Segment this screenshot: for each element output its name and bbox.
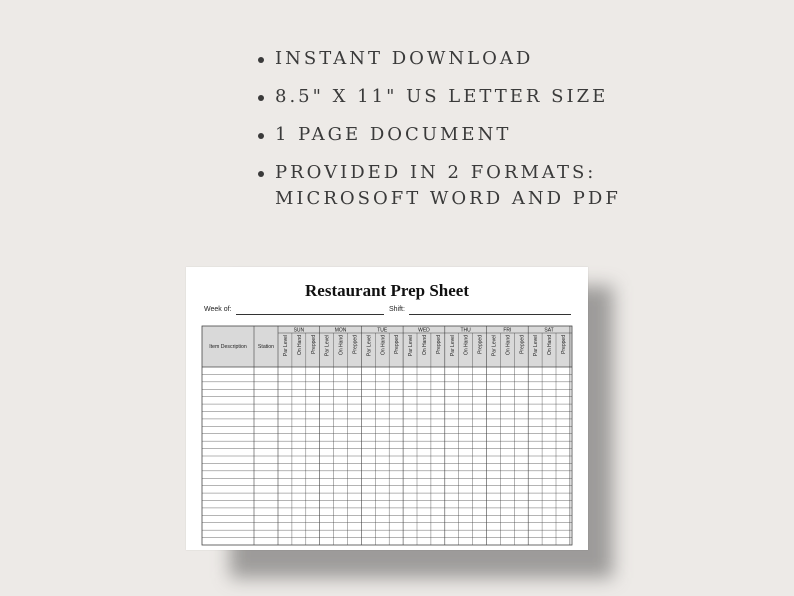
sheet-title: Restaurant Prep Sheet [305,281,469,300]
sub-column-header: On Hand [505,335,512,356]
sub-column-header: Par Level [408,335,415,357]
sub-column-header: Par Level [366,335,373,357]
sub-column-header: Prepped [352,335,359,354]
sub-column-header: Prepped [560,335,567,354]
sub-column-header: Par Level [449,335,456,357]
sub-column-header: Prepped [394,335,401,354]
sub-column-header: On Hand [421,335,428,356]
bullet-icon [258,95,264,101]
feature-text: PROVIDED IN 2 FORMATS: [275,162,597,183]
station-header: Station [257,344,275,350]
sub-column-header: On Hand [547,335,554,356]
day-header: TUE [377,327,388,334]
feature-text: 8.5" X 11" US LETTER SIZE [275,86,609,107]
sub-column-header: Prepped [435,335,442,354]
feature-text: 1 PAGE DOCUMENT [275,124,512,145]
sub-column-header: Par Level [282,335,289,357]
bullet-icon [258,57,264,63]
sub-column-header: On Hand [338,335,345,356]
day-header: SAT [544,327,554,334]
day-header: MON [334,327,347,334]
day-header: SUN [293,327,305,334]
sub-column-header: On Hand [296,335,303,356]
bullet-icon [258,171,264,177]
day-header: THU [460,327,471,334]
feature-item-letter-size [258,84,621,110]
prep-table [186,267,588,550]
sub-column-header: Prepped [477,335,484,354]
sub-column-header: Par Level [491,335,498,357]
feature-list [258,46,621,224]
sub-column-header: On Hand [463,335,470,356]
sub-column-header: On Hand [380,335,387,356]
feature-text: MICROSOFT WORD AND PDF [275,188,621,209]
sub-column-header: Prepped [519,335,526,354]
feature-item-page-count [258,122,621,148]
day-header: FRI [503,327,512,334]
feature-text: INSTANT DOWNLOAD [275,48,534,69]
bullet-icon [258,133,264,139]
sub-column-header: Prepped [310,335,317,354]
week-of-label: Week of: [204,306,232,313]
day-header: WED [418,327,430,334]
feature-item-instant-download [258,46,621,72]
shift-label: Shift: [389,306,405,313]
sub-column-header: Par Level [533,335,540,357]
feature-item-formats [258,160,621,212]
item-description-header: Item Description [209,344,247,350]
prep-sheet-preview [186,267,588,550]
sub-column-header: Par Level [324,335,331,357]
